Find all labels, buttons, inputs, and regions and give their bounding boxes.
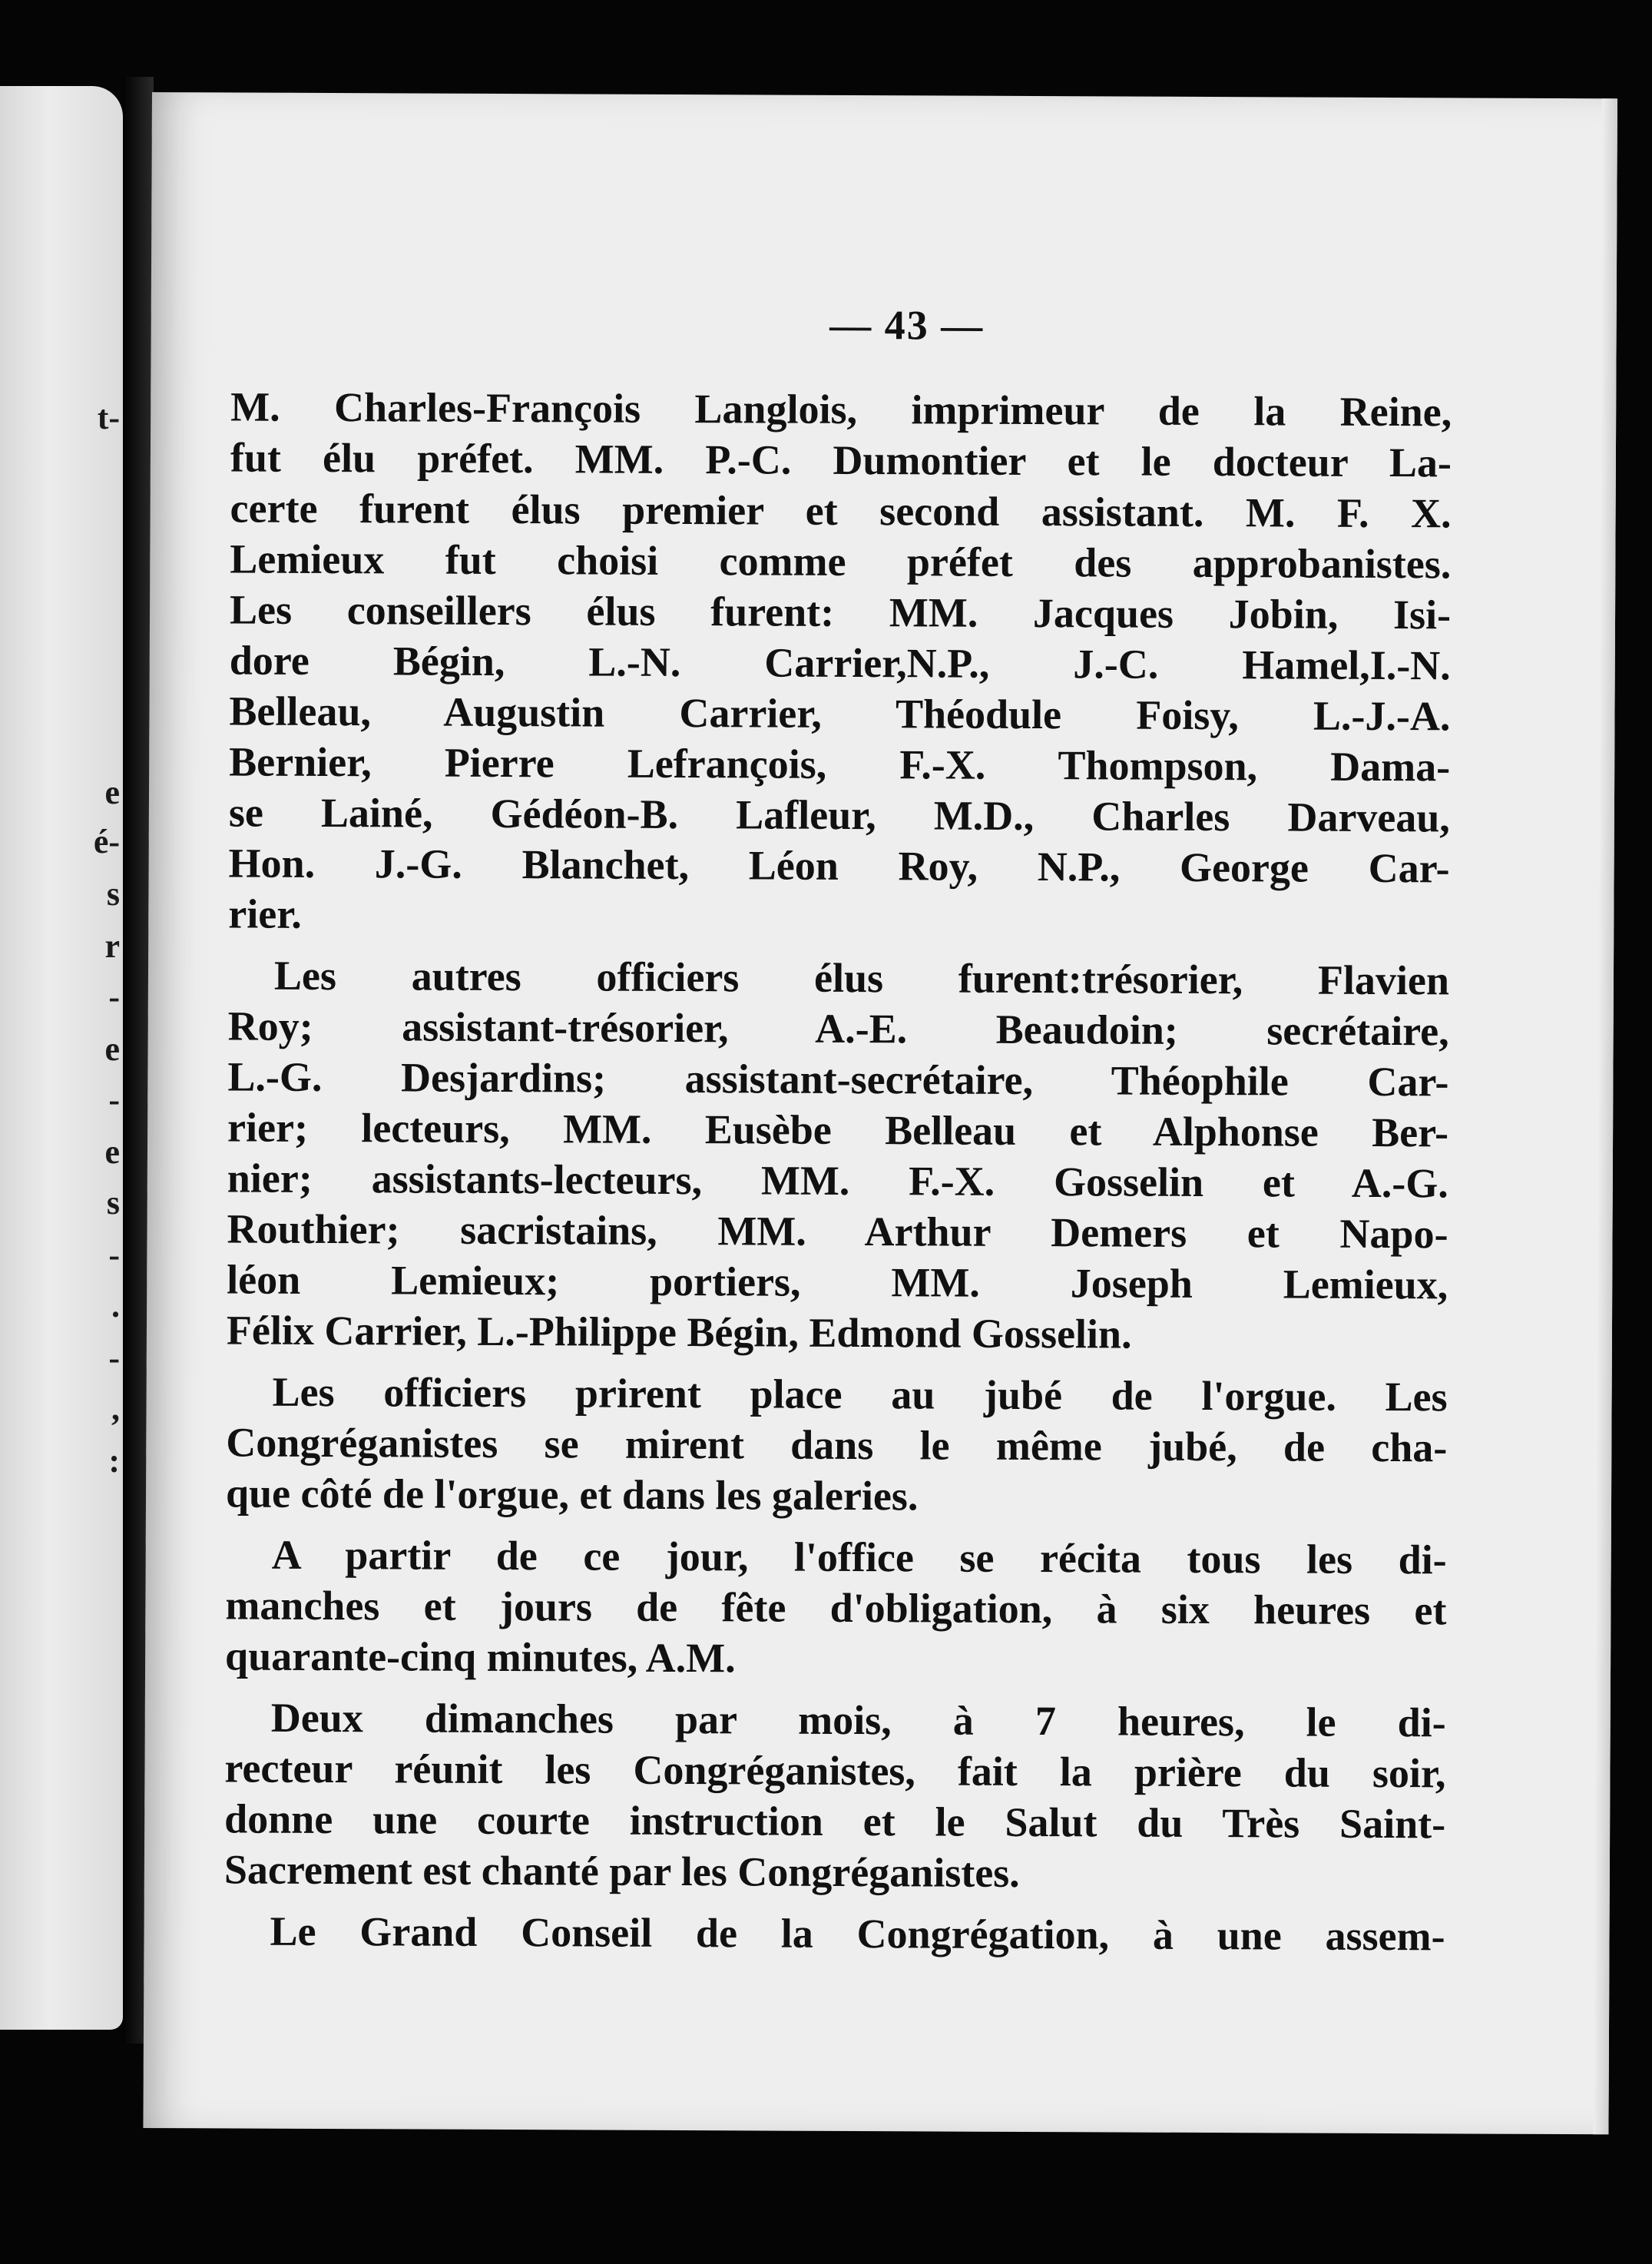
- text-line: M. Charles-François Langlois, imprimeur de la Reine,: [230, 383, 1452, 436]
- paragraph: [225, 1529, 1447, 1686]
- text-line: Les autres officiers élus furent:trésorier, Flavien: [273, 952, 1450, 1004]
- margin-fragment: -: [108, 1236, 120, 1274]
- text-line: manches et jours de fête d'obligation, à six heures et: [225, 1582, 1447, 1634]
- margin-fragment: -: [108, 978, 120, 1016]
- text-line: Bernier, Pierre Lefrançois, F.-X. Thompson, Dama-: [229, 738, 1451, 791]
- text-line: Congréganistes se mirent dans le même jubé, de cha-: [226, 1419, 1448, 1471]
- margin-fragment: :: [108, 1442, 120, 1480]
- text-line: nier; assistants-lecteurs, MM. F.-X. Gosselin et A.-G.: [227, 1155, 1448, 1207]
- margin-fragment: e: [104, 774, 120, 811]
- text-line: Les officiers prirent place au jubé de l'orgue. Les: [272, 1368, 1448, 1420]
- book-page: [143, 92, 1617, 2134]
- text-line: Le Grand Conseil de la Congrégation, à une assem-: [270, 1908, 1445, 1960]
- text-line: Sacrement est chanté par les Congréganistes.: [223, 1846, 1020, 1896]
- margin-fragment: t-: [97, 399, 120, 436]
- paragraph: [226, 1366, 1448, 1523]
- facing-page-edge: [0, 86, 123, 2030]
- paragraph: [227, 950, 1449, 1361]
- text-line: Félix Carrier, L.-Philippe Bégin, Edmond Gosselin.: [226, 1307, 1132, 1357]
- text-line: fut élu préfet. MM. P.-C. Dumontier et le docteur La-: [230, 434, 1452, 486]
- text-line: rier.: [228, 890, 302, 937]
- text-line: Routhier; sacristains, MM. Arthur Demers et Napo-: [227, 1205, 1448, 1258]
- margin-fragment: ,: [111, 1390, 120, 1427]
- text-line: Hon. J.-G. Blanchet, Léon Roy, N.P., George Car-: [228, 840, 1450, 892]
- margin-fragment: -: [108, 1081, 120, 1119]
- margin-fragment: s: [106, 1184, 120, 1221]
- margin-fragment: r: [104, 927, 120, 965]
- paragraph: [228, 381, 1452, 944]
- text-line: quarante-cinq minutes, A.M.: [224, 1633, 736, 1682]
- text-line: Les conseillers élus furent: MM. Jacques Jobin, Isi-: [229, 586, 1452, 638]
- margin-fragment: .: [111, 1287, 120, 1324]
- text-line: Lemieux fut choisi comme préfet des approbanistes.: [230, 535, 1452, 588]
- margin-fragment: e: [104, 1133, 120, 1171]
- text-line: certe furent élus premier et second assistant. M. F. X.: [230, 485, 1452, 537]
- text-line: L.-G. Desjardins; assistant-secrétaire, Théophile Car-: [227, 1053, 1449, 1105]
- text-line: donne une courte instruction et le Salut du Très Saint-: [224, 1795, 1446, 1848]
- text-line: que côté de l'orgue, et dans les galeries.: [225, 1470, 919, 1520]
- text-line: se Lainé, Gédéon-B. Lafleur, M.D., Charles Darveau,: [228, 789, 1451, 841]
- body-text: [223, 381, 1452, 1961]
- paragraph: [223, 1905, 1445, 1961]
- margin-fragment: -: [108, 1339, 120, 1377]
- text-line: Belleau, Augustin Carrier, Théodule Foisy, L.-J.-A.: [229, 688, 1451, 740]
- text-line: rier; lecteurs, MM. Eusèbe Belleau et Alphonse Ber-: [227, 1104, 1449, 1156]
- text-line: A partir de ce jour, l'office se récita tous les di-: [271, 1531, 1447, 1583]
- page-edge: [1593, 98, 1617, 2134]
- margin-fragment: e: [104, 1030, 120, 1068]
- text-line: léon Lemieux; portiers, MM. Joseph Lemieux,: [227, 1256, 1448, 1308]
- text-line: Deux dimanches par mois, à 7 heures, le di-: [270, 1694, 1446, 1746]
- text-line: Roy; assistant-trésorier, A.-E. Beaudoin; secrétaire,: [227, 1003, 1449, 1055]
- text-line: recteur réunit les Congréganistes, fait la prière du soir,: [224, 1745, 1446, 1797]
- paragraph: [224, 1692, 1446, 1900]
- margin-fragment: é-: [93, 823, 120, 860]
- text-line: dore Bégin, L.-N. Carrier,N.P., J.-C. Hamel,I.-N.: [229, 637, 1451, 689]
- margin-fragment: s: [106, 875, 120, 913]
- page-number: — 43 —: [829, 301, 985, 349]
